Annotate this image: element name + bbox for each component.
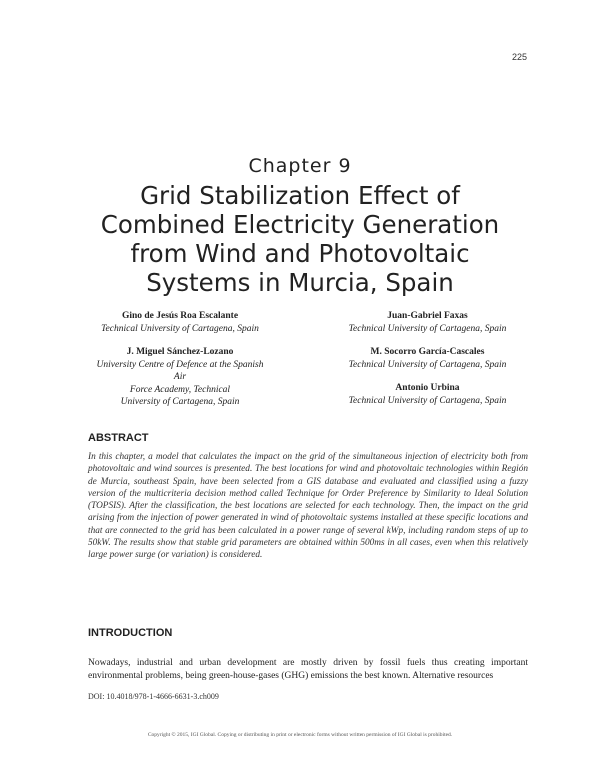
author-entry — [335, 310, 520, 335]
author-affiliation: Technical University of Cartagena, Spain — [348, 323, 507, 334]
copyright-notice: Copyright © 2015, IGI Global. Copying or distributing in print or electronic forms without written permission of IGI Global is prohibited. — [147, 732, 453, 738]
chapter-label: Chapter 9 — [248, 155, 352, 177]
author-affiliation: Technical University of Cartagena, Spain — [348, 359, 507, 370]
introduction-text: Nowadays, industrial and urban development are mostly driven by fossil fuels thus creating important environmental problems, being green-house-gases (GHG) emissions the best known. Alternative resources — [88, 658, 528, 681]
author-name: Juan-Gabriel Faxas — [387, 311, 468, 321]
title-line: Combined Electricity Generation — [100, 210, 500, 239]
author-entry — [90, 310, 270, 335]
abstract-text: In this chapter, a model that calculates the impact on the grid of the simultaneous injection of electricity both from photovoltaic and wind sources is presented. The best locations for wind and photovoltaic technologies within Región de Murcia, southeast Spain, have been selected from a GIS database and evaluated and classified using a fuzzy version of the multicriteria decision method called Technique for Order Preference by Similarity to Ideal Solution (TOPSIS). After the classification, the best locations are selected for each technology. Then, the impact on the grid arising from the injection of power generated in wind of photovoltaic systems installed at these specific locations and that are connected to the grid has been calculated in a power range of several kWp, including random steps of up to 50kW. The results show that stable grid parameters are obtained within 500ms in all cases, even when this relatively large power surge (or variation) is considered. — [88, 452, 528, 561]
author-name: J. Miguel Sánchez-Lozano — [126, 347, 234, 357]
author-name: Antonio Urbina — [395, 383, 460, 393]
author-affiliation: University of Cartagena, Spain — [120, 397, 240, 407]
author-name: Gino de Jesús Roa Escalante — [121, 311, 239, 321]
title-line: from Wind and Photovoltaic — [130, 239, 470, 268]
title-line: Grid Stabilization Effect of — [140, 181, 460, 210]
author-entry — [335, 346, 520, 371]
author-affiliation: Technical University of Cartagena, Spain — [348, 395, 507, 406]
doi: DOI: 10.4018/978-1-4666-6631-3.ch009 — [88, 692, 219, 701]
author-entry — [90, 346, 270, 409]
title-line: Systems in Murcia, Spain — [146, 268, 454, 297]
introduction-heading: INTRODUCTION — [88, 627, 173, 639]
abstract-heading: ABSTRACT — [88, 432, 149, 444]
author-name: M. Socorro García-Cascales — [370, 347, 485, 357]
author-entry — [335, 382, 520, 407]
page-number: 225 — [511, 52, 527, 62]
author-affiliation: Technical University of Cartagena, Spain — [101, 323, 259, 334]
author-column-left — [90, 310, 270, 420]
chapter-title — [60, 181, 540, 297]
author-affiliation: Force Academy, Technical — [129, 384, 231, 395]
author-column-right — [335, 310, 520, 418]
author-affiliation: University Centre of Defence at the Spanish Air — [96, 359, 264, 382]
